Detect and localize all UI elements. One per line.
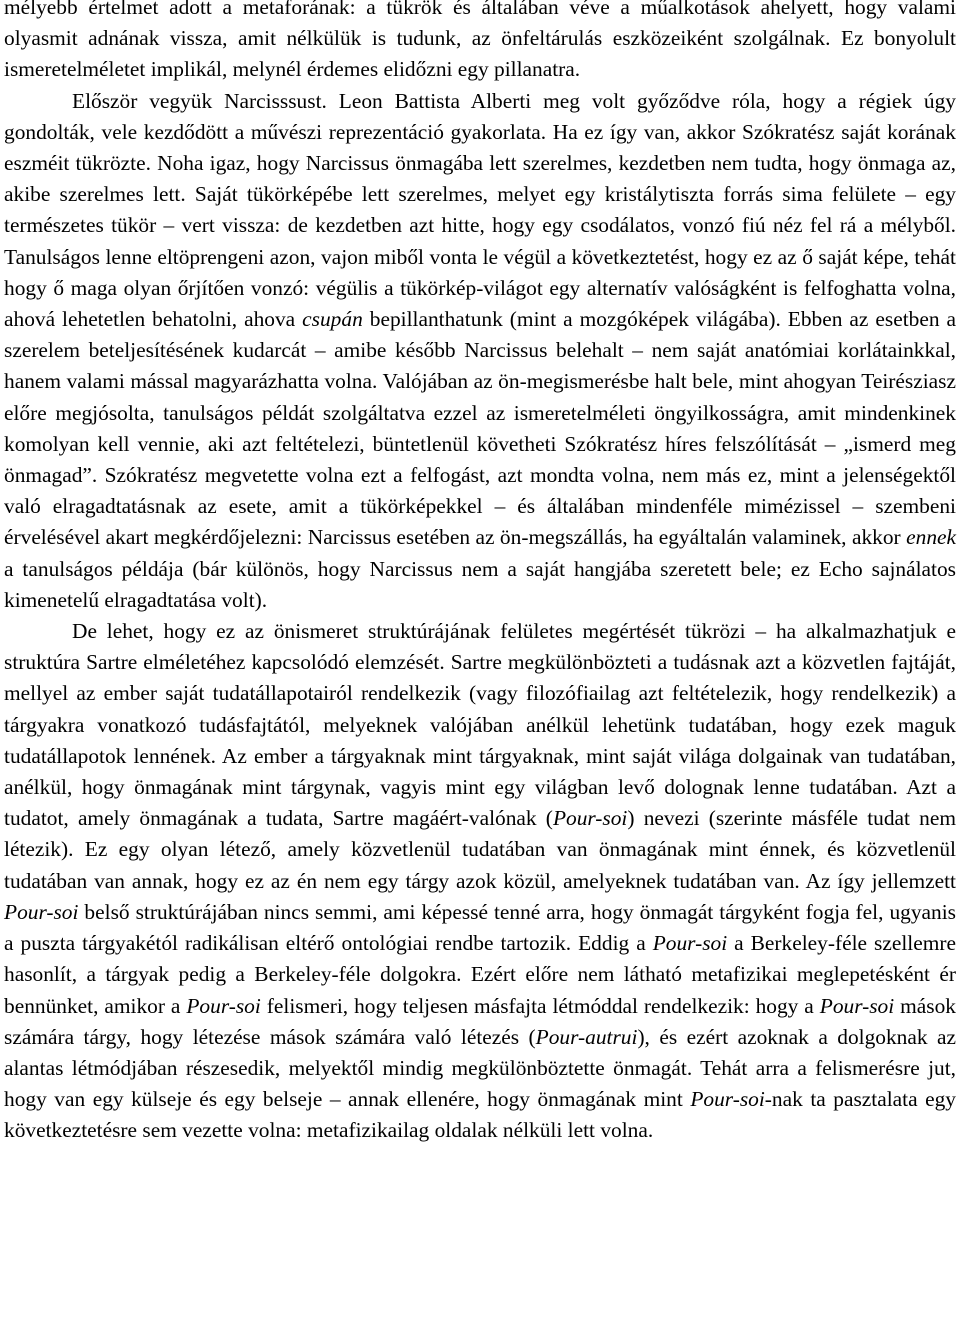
paragraph-2-italic-csupan: csupán — [302, 307, 363, 332]
paragraph-2-italic-ennek: ennek — [906, 525, 956, 550]
paragraph-3-italic-pour-autrui: Pour-autrui — [535, 1024, 638, 1049]
paragraph-2-text-3: a tanulságos példája (bár különös, hogy Narcissus nem a saját hangjába szeretett bele; ez Echo sajnálatos kimenetelű elragadtatása volt). — [4, 556, 956, 612]
paragraph-3-italic-pour-soi-2: Pour-soi — [4, 899, 79, 924]
paragraph-1-text: mélyebb értelmet adott a metaforának: a tükrök és általában véve a műalkotások ahelyett, hogy valami olyasmit adnának vissza, amit nélkülük is tudunk, az önfeltárulás eszközeiként szolgálnak. Ez bonyolult ismeretelméletet implikál, melynél érdemes elidőzni egy pillanatra. — [4, 0, 956, 82]
paragraph-3 — [4, 616, 956, 1146]
paragraph-3-italic-pour-soi-5: Pour-soi — [819, 993, 895, 1018]
paragraph-3-text-7: ), és ezért azoknak a dolgoknak az alantas létmódjában részesedik, melyektől mindig megkülönböztette önmagát. Tehát arra a felismerésre jut, hogy van egy külseje és egy belseje – annak ellenére, hogy önmagának mint — [4, 1024, 956, 1112]
paragraph-3-italic-pour-soi-4: Pour-soi — [186, 993, 261, 1018]
paragraph-3-italic-pour-soi-3: Pour-soi — [652, 931, 728, 956]
paragraph-3-italic-pour-soi-6: Pour-soi — [690, 1087, 765, 1112]
paragraph-2-text-1: Először vegyük Narcisssust. Leon Battista Alberti meg volt győződve róla, hogy a régiek úgy gondolták, vele kezdődött a művészi reprezentáció gyakorlata. Ha ez így van, akkor Szókratész saját korának eszméit tükrözte. Noha igaz, hogy Narcissus önmagába lett szerelmes, kezdetben nem tudta, hogy önmaga az, akibe szerelmes lett. Saját tükörképébe lett szerelmes, melyet egy kristálytiszta forrás sima felülete – egy természetes tükör – vert vissza: de kezdetben azt hitte, hogy egy csodálatos, vonzó fiú néz fel rá a mélyből. Tanulságos lenne eltöprengeni azon, vajon miből vonta le végül a következtetést, hogy ez az ő saját képe, tehát hogy ő maga olyan őrjítően vonzó: végülis a tükörkép-világot egy alternatív valóságként is felfoghatta volna, ahová lehetetlen behatolni, ahova — [4, 88, 956, 332]
paragraph-3-italic-pour-soi-1: Pour-soi — [552, 806, 628, 831]
paragraph-3-text-5: felismeri, hogy teljesen másfajta létmóddal rendelkezik: hogy a — [260, 993, 820, 1018]
paragraph-1 — [4, 0, 956, 86]
paragraph-3-text-6: mások számára tárgy, hogy létezése mások számára való létezés ( — [4, 993, 956, 1049]
paragraph-3-text-2: ) nevezi (szerinte másféle tudat nem létezik). Ez egy olyan létező, amely közvetlenül tudatában van önmagának mint énnek, és közvetlenül tudatában van annak, hogy ez az én nem egy tárgy azok közül, amelyeknek tudatában van. Az így jellemzett — [4, 806, 956, 893]
paragraph-2 — [4, 86, 956, 616]
paragraph-3-text-8: -nak ta pasztalata egy következtetésre sem vezette volna: metafizikailag oldalak nélküli lett volna. — [4, 1087, 956, 1143]
paragraph-3-text-3: belső struktúrájában nincs semmi, ami képessé tenné arra, hogy önmagát tárgyként fogja fel, ugyanis a puszta tárgyakétól radikálisan eltérő ontológiai rendbe tartozik. Eddig a — [4, 899, 956, 956]
paragraph-2-text-2: bepillanthatunk (mint a mozgóképek világába). Ebben az esetben a szerelem beteljesítésének kudarcát – amibe később Narcissus belehalt – nem saját anatómiai korlátainkkal, hanem valami mással magyarázhatta volna. Valójában az ön-megismerésbe halt bele, mint ahogyan Teirésziasz előre megjósolta, tanulságos példát szolgáltatva ezzel az ismeretelméleti öngyilkosságra, amit mindenkinek komolyan kell vennie, aki azt feltételezi, büntetlenül követheti Szókratész híres felszólítását – „ismerd meg önmagad”. Szókratész megvetette volna ezt a felfogást, azt mondta volna, nem más ez, mint a jelenségektől való elragadtatásnak az esete, amit a tükörképekkel – és általában mindenféle mimézissel – szembeni érvelésével akart megkérdőjelezni: Narcissus esetében az ön-megszállás, ha egyáltalán valaminek, akkor — [4, 307, 957, 550]
paragraph-3-text-4: a Berkeley-féle szellemre hasonlít, a tárgyak pedig a Berkeley-féle dolgokra. Ezért előre nem látható metafizikai meglepetésként ér bennünket, amikor a — [4, 931, 956, 1018]
body-text — [4, 0, 956, 1147]
paragraph-3-text-1: De lehet, hogy ez az önismeret struktúrájának felületes megértését tükrözi – ha alkalmazhatjuk e struktúra Sartre elméletéhez kapcsolódó elemzését. Sartre megkülönbözteti a tudásnak azt a közvetlen fajtáját, mellyel az ember saját tudatállapotairól rendelkezik (vagy filozófiailag azt feltételezik, hogy rendelkezik) a tárgyakra vonatkozó tudásfajtától, melyeknek valójában anélkül lehetünk tudatában, hogy ezek maguk tudatállapotok lennének. Az ember a tárgyaknak mint tárgyaknak, mint saját világa dolgainak van tudatában, anélkül, hogy önmagának mint tárgynak, vagyis mint egy világban levő dolognak lenne tudatában. Azt a tudatot, amely önmagának a tudata, Sartre magáért-valónak ( — [4, 619, 956, 831]
